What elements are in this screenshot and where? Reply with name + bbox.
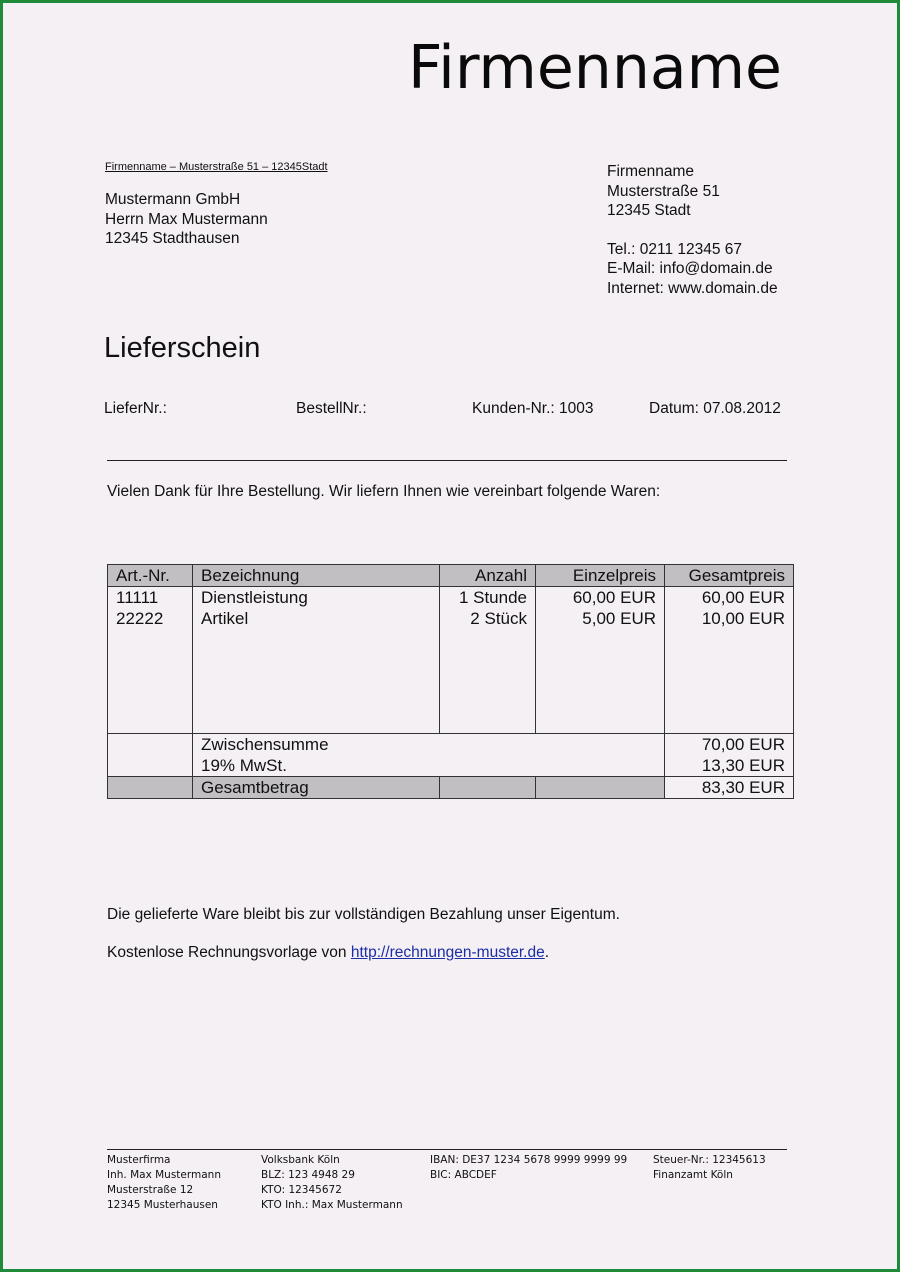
cell-text: 22222 (116, 609, 164, 628)
order-number-label: BestellNr.: (296, 400, 367, 417)
cell-text: 5,00 EUR (582, 609, 656, 628)
contact-phone: Tel.: 0211 12345 67 (607, 240, 743, 258)
table-header-row (108, 565, 794, 587)
footer-line: 12345 Musterhausen (107, 1199, 218, 1211)
recipient-line: Herrn Max Mustermann (105, 210, 268, 228)
recipient-line: 12345 Stadthausen (105, 230, 240, 247)
tax-label: 19% MwSt. (201, 756, 287, 775)
ownership-note: Die gelieferte Ware bleibt bis zur vollständigen Bezahlung unser Eigentum. (107, 906, 620, 923)
template-link[interactable]: http://rechnungen-muster.de (350, 944, 545, 961)
column-header: Einzelpreis (536, 565, 665, 587)
sender-return-line: Firmenname – Musterstraße 51 – 12345Stadt (105, 161, 328, 173)
unit-price-cell (536, 587, 665, 734)
cell-text: 1 Stunde (458, 588, 527, 607)
footer-line: Volksbank Köln (261, 1154, 340, 1166)
template-note-prefix: Kostenlose Rechnungsvorlage von (107, 944, 351, 961)
contact-email: E-Mail: info@domain.de (607, 260, 773, 277)
empty-cell (536, 777, 665, 799)
empty-cell (108, 734, 193, 777)
summary-labels (193, 734, 665, 777)
cell-text: Dienstleistung (201, 588, 308, 607)
table-row (108, 587, 794, 734)
footer-iban (430, 1153, 627, 1183)
sender-contact-block (607, 162, 778, 298)
document-date: Datum: 07.08.2012 (649, 400, 781, 417)
footer-line: Musterfirma (107, 1154, 171, 1166)
divider-line (107, 460, 787, 461)
column-header: Art.-Nr. (108, 565, 193, 587)
total-label: Gesamtbetrag (193, 777, 440, 799)
footer-line: KTO Inh.: Max Mustermann (261, 1199, 403, 1211)
footer-divider (107, 1149, 787, 1150)
summary-values (665, 734, 794, 777)
template-note (107, 944, 549, 962)
column-header: Bezeichnung (193, 565, 440, 587)
article-number-cell (108, 587, 193, 734)
recipient-line: Mustermann GmbH (105, 191, 241, 208)
footer-line: KTO: 12345672 (261, 1184, 342, 1196)
cell-text: 60,00 EUR (701, 588, 785, 607)
total-price-cell (665, 587, 794, 734)
total-value: 83,30 EUR (665, 777, 794, 799)
customer-number: Kunden-Nr.: 1003 (472, 400, 594, 417)
subtotal-row (108, 734, 794, 777)
company-name-heading: Firmenname (408, 33, 782, 103)
footer-line: Finanzamt Köln (653, 1169, 733, 1181)
footer-bank (261, 1153, 403, 1213)
footer-line: BIC: ABCDEF (430, 1169, 497, 1181)
footer-line: Inh. Max Mustermann (107, 1169, 221, 1181)
cell-text: Artikel (201, 609, 249, 628)
empty-cell (440, 777, 536, 799)
items-table (107, 564, 794, 799)
tax-value: 13,30 EUR (701, 756, 785, 775)
cell-text: 10,00 EUR (701, 609, 785, 628)
recipient-address (105, 190, 268, 249)
footer-line: IBAN: DE37 1234 5678 9999 9999 99 (430, 1154, 628, 1166)
contact-address-line: Firmenname (607, 163, 694, 180)
subtotal-label: Zwischensumme (201, 735, 329, 754)
empty-cell (108, 777, 193, 799)
contact-address-line: 12345 Stadt (607, 202, 691, 219)
footer-line: BLZ: 123 4948 29 (261, 1169, 355, 1181)
footer-line: Steuer-Nr.: 12345613 (653, 1154, 766, 1166)
subtotal-value: 70,00 EUR (701, 735, 785, 754)
footer-tax (653, 1153, 766, 1183)
total-row (108, 777, 794, 799)
document-title: Lieferschein (104, 332, 261, 364)
footer-company (107, 1153, 221, 1213)
description-cell (193, 587, 440, 734)
cell-text: 2 Stück (470, 609, 527, 628)
footer-line: Musterstraße 12 (107, 1184, 194, 1196)
quantity-cell (440, 587, 536, 734)
template-note-suffix: . (544, 944, 550, 961)
contact-address-line: Musterstraße 51 (607, 182, 720, 200)
cell-text: 60,00 EUR (572, 588, 656, 607)
intro-text: Vielen Dank für Ihre Bestellung. Wir liefern Ihnen wie vereinbart folgende Waren: (107, 483, 661, 500)
contact-website: Internet: www.domain.de (607, 279, 778, 297)
delivery-number-label: LieferNr.: (104, 400, 167, 417)
cell-text: 11111 (116, 588, 159, 607)
column-header: Anzahl (440, 565, 536, 587)
column-header: Gesamtpreis (665, 565, 794, 587)
